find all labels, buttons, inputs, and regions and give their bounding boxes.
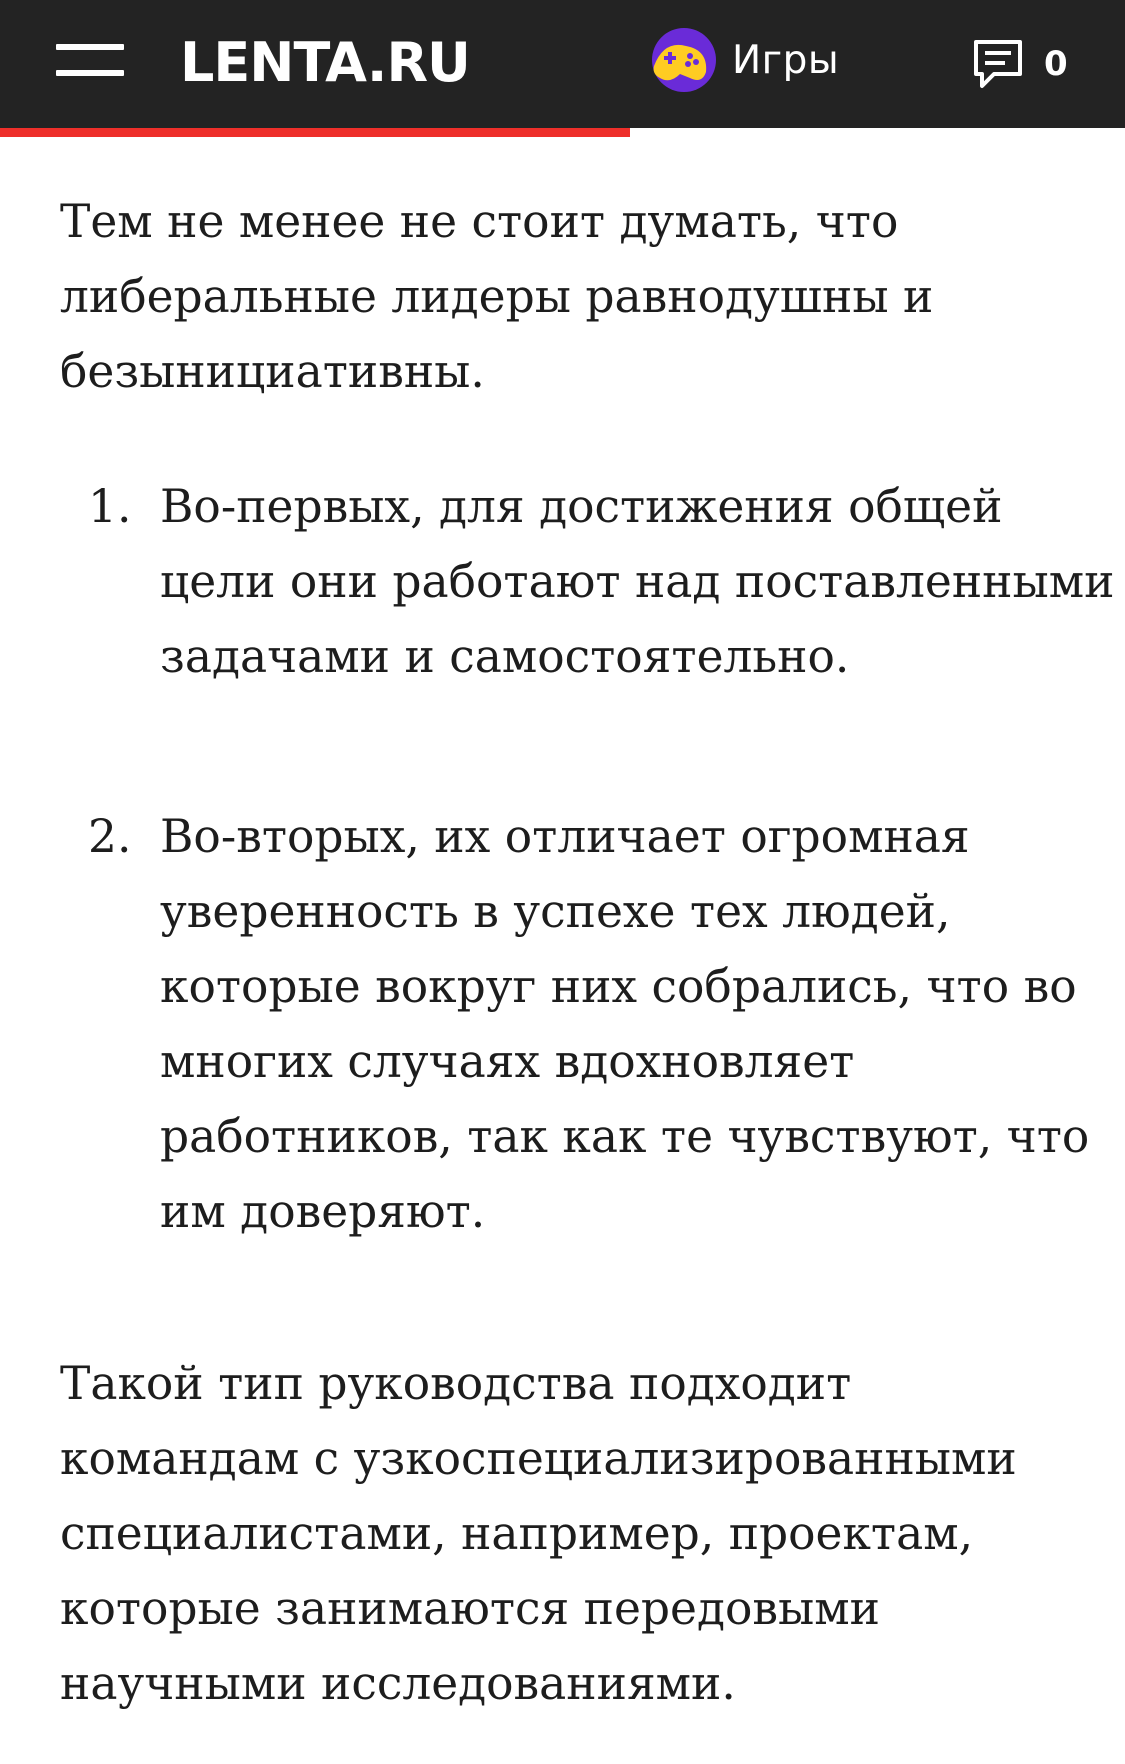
hamburger-menu-icon[interactable] <box>56 44 124 76</box>
gamepad-icon <box>650 26 718 94</box>
list-item-text: Во-первых, для достижения общей цели они работают над поставленными задачами и самостоятельно. <box>160 480 1115 683</box>
comments-count: 0 <box>1044 44 1068 84</box>
menu-line-bottom <box>56 70 124 76</box>
list-item-text: Во-вторых, их отличает огромная уверенность в успехе тех людей, которые вокруг них собрались, что во многих случаях вдохновляет работников, так как те чувствуют, что им доверяют. <box>160 810 1090 1238</box>
comment-icon <box>970 36 1026 92</box>
games-link[interactable] <box>650 24 839 96</box>
article-paragraph: Тем не менее не стоит думать, что либеральные лидеры равнодушны и безынициативны. <box>60 195 934 398</box>
list-item-number: 1. <box>88 480 132 533</box>
lenta-logo[interactable]: LENTA.RU <box>180 31 470 94</box>
games-label: Игры <box>732 37 840 83</box>
list-item-number: 2. <box>88 810 132 863</box>
article-paragraph: Такой тип руководства подходит командам с узкоспециализированными специалистами, например, проектам, которые занимаются передовыми научными исследованиями. <box>60 1357 1017 1710</box>
menu-line-top <box>56 44 124 50</box>
reading-progress-bar <box>0 128 630 137</box>
comments-button[interactable] <box>970 36 1068 92</box>
top-navigation-bar <box>0 0 1125 128</box>
